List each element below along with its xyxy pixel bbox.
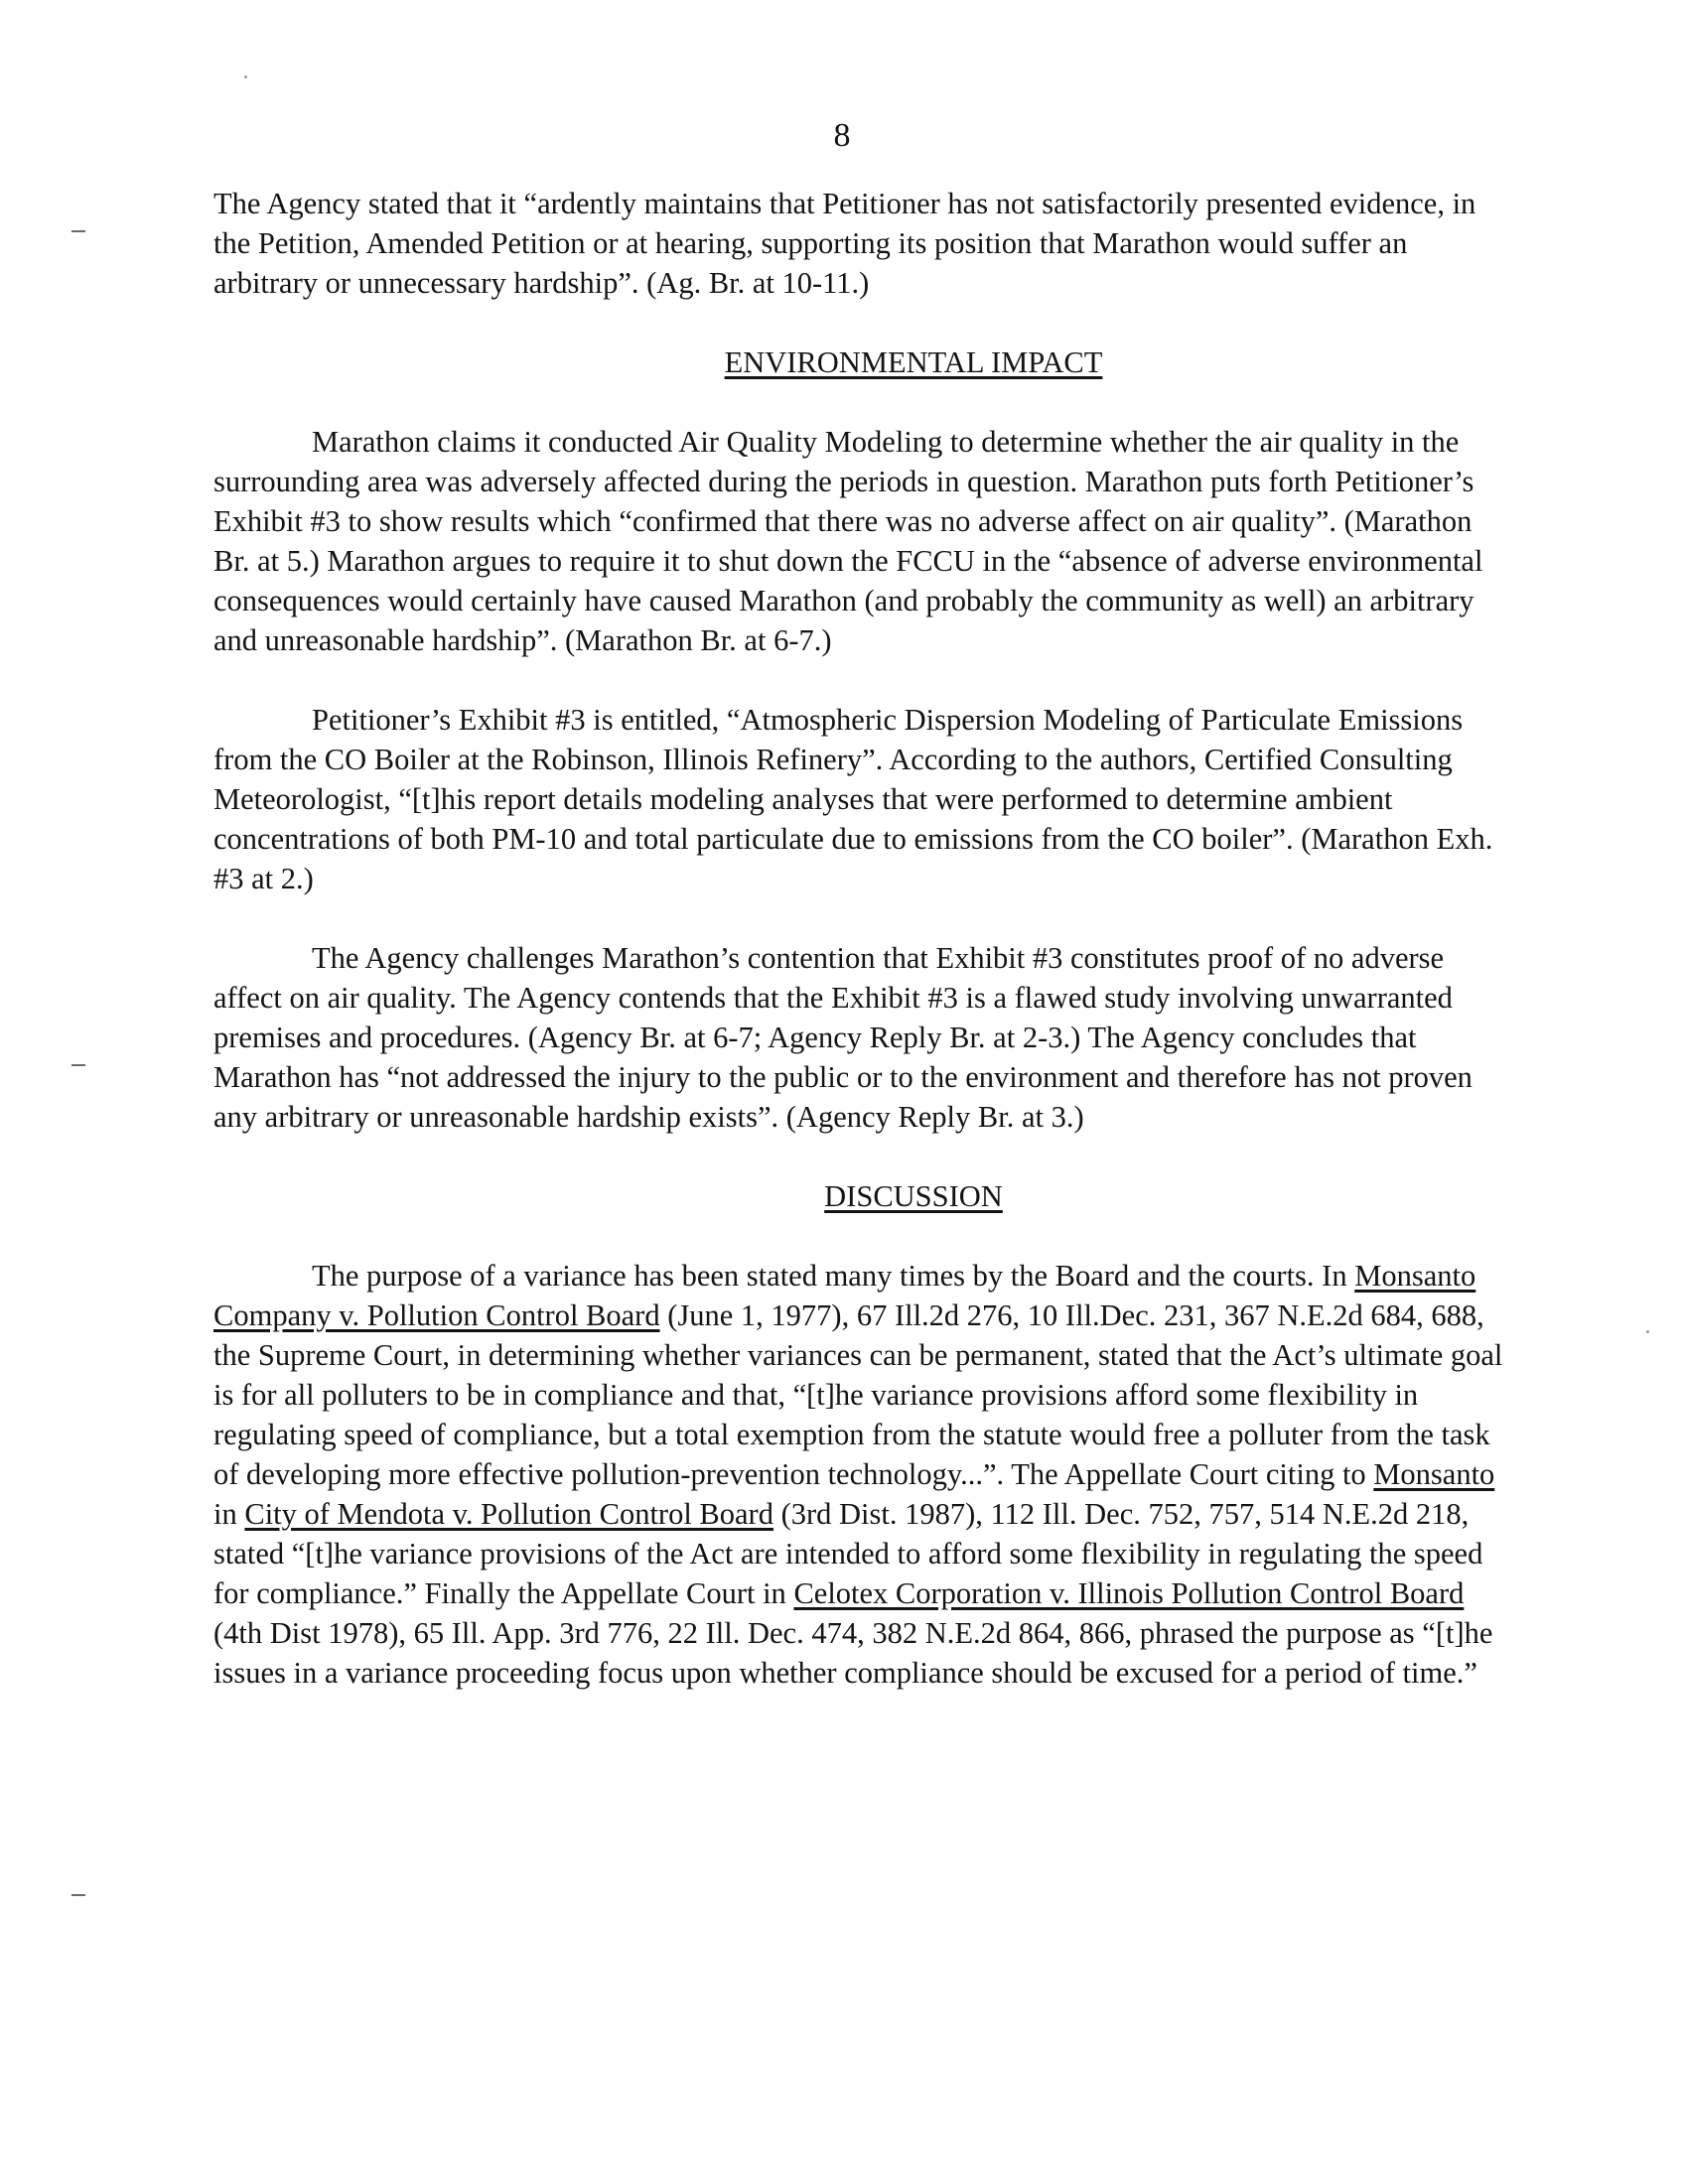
- discussion-heading-text: DISCUSSION: [824, 1179, 1003, 1213]
- margin-mark: [71, 1894, 85, 1896]
- opening-paragraph: The Agency stated that it “ardently maintains that Petitioner has not satisfactorily presented evidence, in the Petition, Amended Petition or at hearing, supporting its position that Marathon would suffer an arbitrary or unnecessary hardship”. (Ag. Br. at 10-11.): [213, 187, 1476, 300]
- case-citation-monsanto-short: Monsanto: [1373, 1457, 1495, 1491]
- discussion-paragraph: [213, 1256, 1504, 1693]
- scan-speck: [244, 75, 247, 78]
- margin-mark: [71, 1064, 85, 1066]
- document-body: [213, 184, 1504, 1732]
- discussion-text-3: in: [213, 1497, 245, 1531]
- discussion-text-5: (4th Dist 1978), 65 Ill. App. 3rd 776, 22 Ill. Dec. 474, 382 N.E.2d 864, 866, phrased the purpose as “[t]he issues in a variance proceeding focus upon whether compliance should be excused for a period of time.”: [213, 1616, 1493, 1690]
- environmental-impact-heading: [213, 342, 1504, 382]
- case-citation-celotex: Celotex Corporation v. Illinois Pollution Control Board: [793, 1576, 1465, 1610]
- discussion-heading: [213, 1176, 1504, 1216]
- scan-speck: [1646, 1330, 1649, 1333]
- environmental-paragraph-2: Petitioner’s Exhibit #3 is entitled, “Atmospheric Dispersion Modeling of Particulate Emissions from the CO Boiler at the Robinson, Illinois Refinery”. According to the authors, Certified Consulting Meteorologist, “[t]his report details modeling analyses that were performed to determine ambient concentrations of both PM-10 and total particulate due to emissions from the CO boiler”. (Marathon Exh. #3 at 2.): [213, 703, 1493, 895]
- page-number: 8: [833, 117, 851, 154]
- discussion-text-2: (June 1, 1977), 67 Ill.2d 276, 10 Ill.Dec. 231, 367 N.E.2d 684, 688, the Supreme Court, in determining whether variances can be permanent, stated that the Act’s ultimate goal is for all polluters to be in compliance and that, “[t]he variance provisions afford some flexibility in regulating speed of compliance, but a total exemption from the statute would free a polluter from the task of developing more effective pollution-prevention technology...”. The Appellate Court citing to: [213, 1298, 1503, 1491]
- margin-mark: [71, 230, 85, 232]
- discussion-text-4: (3rd Dist. 1987), 112 Ill. Dec. 752, 757, 514 N.E.2d 218, stated “[t]he variance provisions of the Act are intended to afford some flexibility in regulating the speed for compliance.” Finally the Appellate Court in: [213, 1497, 1483, 1610]
- case-citation-monsanto: Monsanto Company v. Pollution Control Board: [213, 1259, 1476, 1332]
- environmental-paragraph-1: Marathon claims it conducted Air Quality Modeling to determine whether the air quality in the surrounding area was adversely affected during the periods in question. Marathon puts forth Petitioner’s Exhibit #3 to show results which “confirmed that there was no adverse affect on air quality”. (Marathon Br. at 5.) Marathon argues to require it to shut down the FCCU in the “absence of adverse environmental consequences would certainly have caused Marathon (and probably the community as well) an arbitrary and unreasonable hardship”. (Marathon Br. at 6-7.): [213, 425, 1483, 657]
- case-citation-mendota: City of Mendota v. Pollution Control Board: [244, 1497, 773, 1531]
- environmental-paragraph-3: The Agency challenges Marathon’s contention that Exhibit #3 constitutes proof of no adverse affect on air quality. The Agency contends that the Exhibit #3 is a flawed study involving unwarranted premises and procedures. (Agency Br. at 6-7; Agency Reply Br. at 2-3.) The Agency concludes that Marathon has “not addressed the injury to the public or to the environment and therefore has not proven any arbitrary or unreasonable hardship exists”. (Agency Reply Br. at 3.): [213, 941, 1473, 1134]
- environmental-impact-heading-text: ENVIRONMENTAL IMPACT: [724, 345, 1103, 379]
- discussion-text-1: The purpose of a variance has been stated many times by the Board and the courts. In: [312, 1259, 1355, 1293]
